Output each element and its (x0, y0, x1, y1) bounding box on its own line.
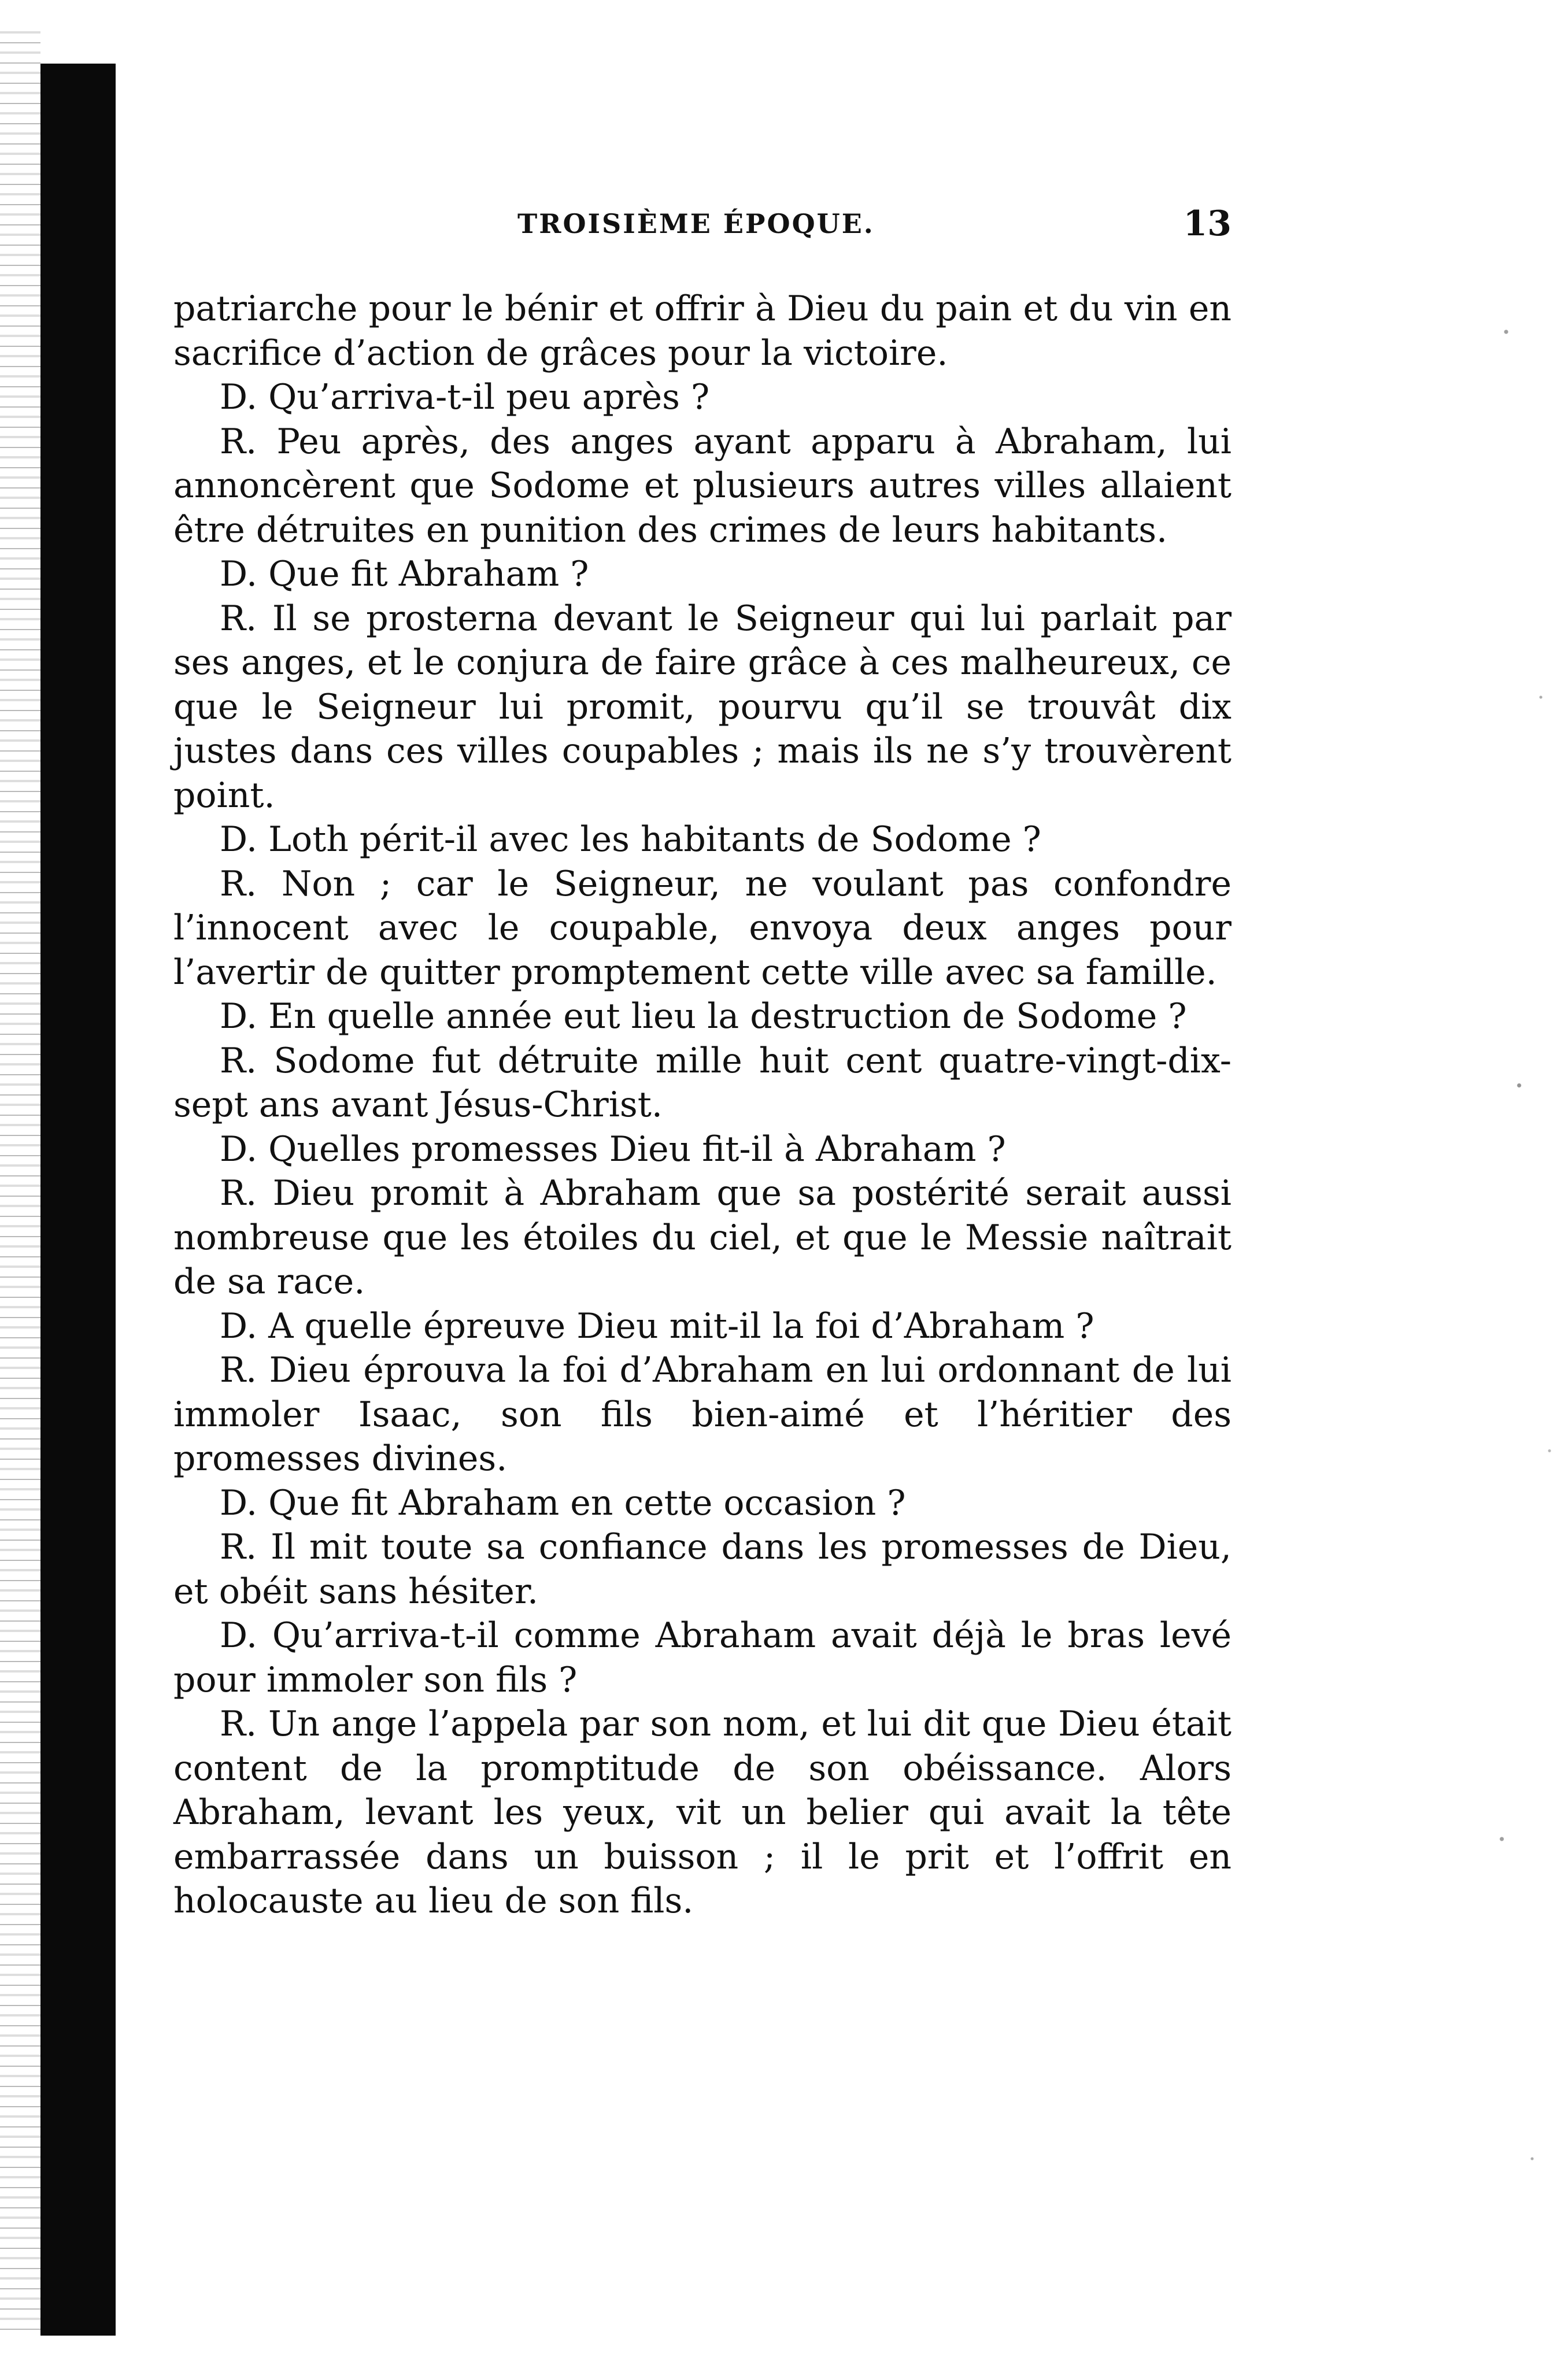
page-edge-shadow (0, 23, 40, 2330)
question: D. Que fit Abraham en cette occasion ? (220, 1482, 906, 1523)
answer: R. Dieu promit à Abraham que sa postérité serait aussi nombreuse que les étoiles du ciel, et que le Messie naîtrait de sa race. (173, 1173, 1232, 1302)
body-text (173, 287, 1232, 1923)
binding-shadow (40, 64, 116, 2336)
answer: R. Un ange l’appela par son nom, et lui dit que Dieu était content de la promptitude de son obéissance. Alors Abraham, levant les yeux, vit un belier qui avait la tête embarrassée dans un buisson ; il le prit et l’offrit en holocauste au lieu de son fils. (173, 1704, 1232, 1921)
paragraph: patriarche pour le bénir et offrir à Dieu du pain et du vin en sacrifice d’action de grâces pour la victoire. (173, 288, 1232, 373)
running-title: TROISIÈME ÉPOQUE. (517, 208, 875, 239)
answer: R. Il se prosterna devant le Seigneur qui lui parlait par ses anges, et le conjura de faire grâce à ces malheureux, ce que le Seigneur lui promit, pourvu qu’il se trouvât dix justes dans ces villes coupables ; mais ils ne s’y trouvèrent point. (173, 598, 1232, 816)
scan-noise (1480, 58, 1567, 2341)
answer: R. Non ; car le Seigneur, ne voulant pas confondre l’innocent avec le coupable, envoya deux anges pour l’avertir de quitter promptement cette ville avec sa famille. (173, 863, 1232, 993)
answer: R. Sodome fut détruite mille huit cent quatre-vingt-dix-sept ans avant Jésus-Christ. (173, 1040, 1232, 1125)
question: D. Loth périt-il avec les habitants de Sodome ? (220, 819, 1041, 860)
answer: R. Dieu éprouva la foi d’Abraham en lui ordonnant de lui immoler Isaac, son fils bien-aimé et l’héritier des promesses divines. (173, 1350, 1232, 1479)
question: D. A quelle épreuve Dieu mit-il la foi d’Abraham ? (220, 1305, 1094, 1346)
answer: R. Il mit toute sa confiance dans les promesses de Dieu, et obéit sans hésiter. (173, 1527, 1232, 1612)
question: D. Que fit Abraham ? (220, 554, 589, 594)
page-number: 13 (1183, 203, 1232, 244)
question: D. Qu’arriva-t-il peu après ? (220, 377, 710, 417)
question: D. En quelle année eut lieu la destruction de Sodome ? (220, 996, 1187, 1037)
question: D. Quelles promesses Dieu fit-il à Abraham ? (220, 1128, 1006, 1170)
answer: R. Peu après, des anges ayant apparu à Abraham, lui annoncèrent que Sodome et plusieurs autres villes allaient être détruites en punition des crimes de leurs habitants. (173, 421, 1232, 550)
running-header (173, 203, 1232, 254)
question: D. Qu’arriva-t-il comme Abraham avait déjà le bras levé pour immoler son fils ? (173, 1615, 1232, 1700)
